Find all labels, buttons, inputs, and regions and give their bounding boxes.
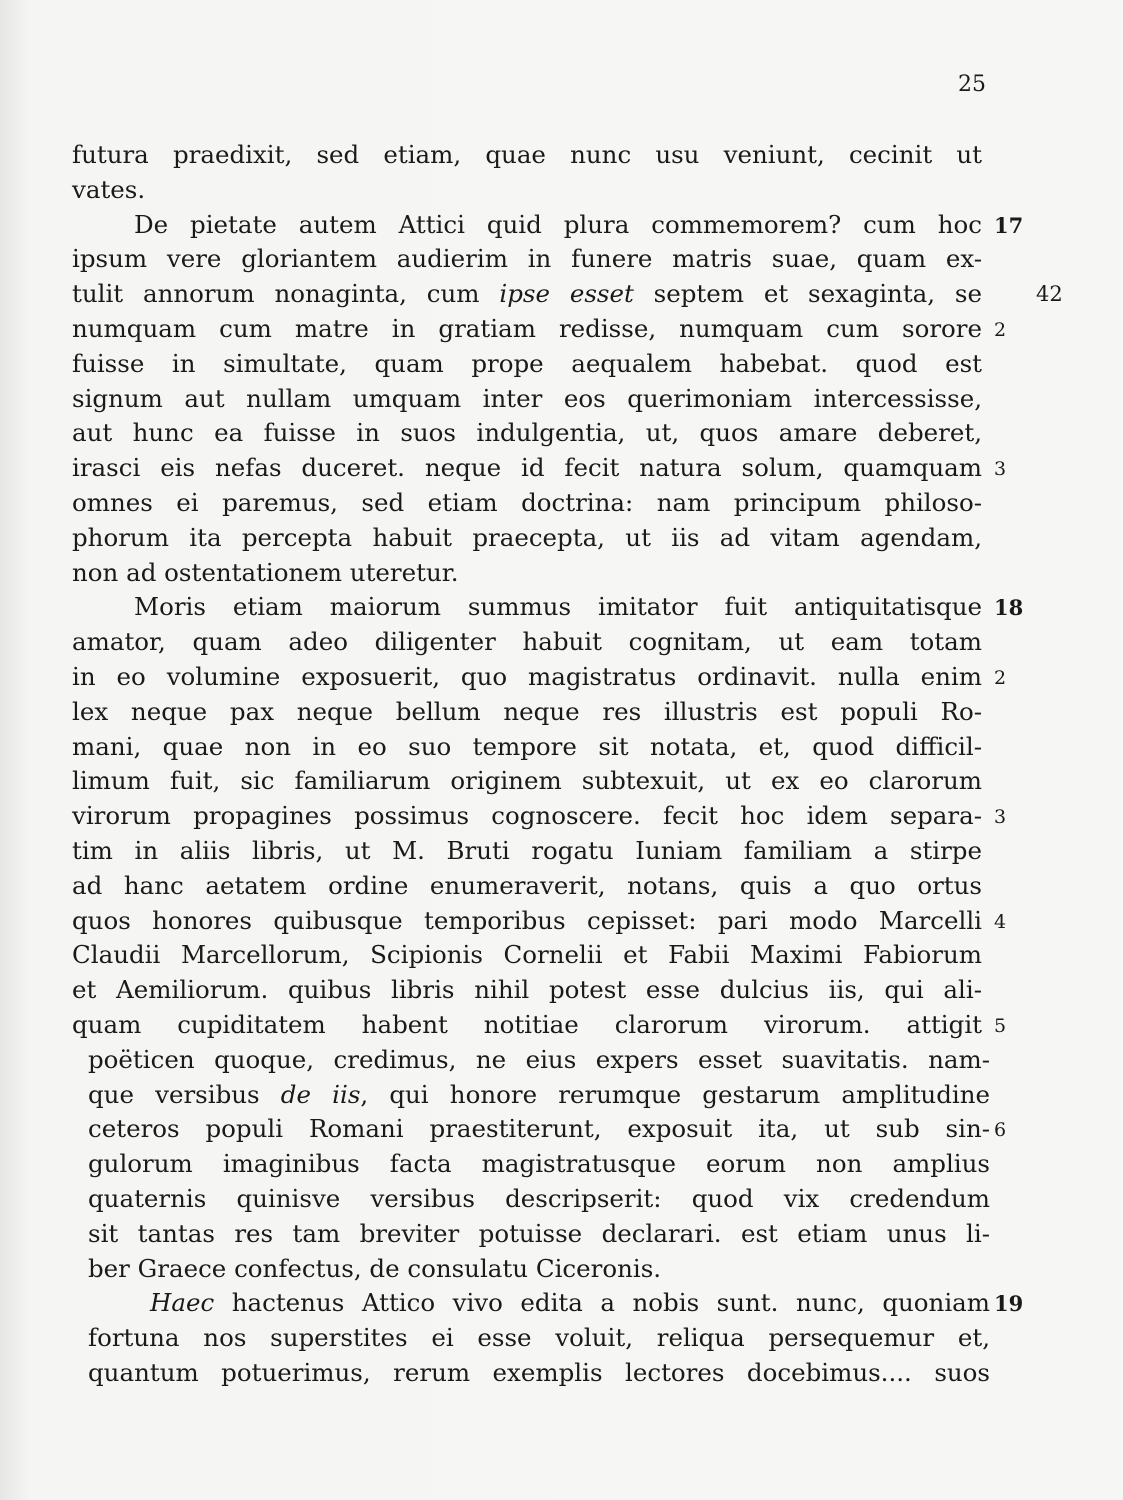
text-line: gulorum imaginibus facta magistratusque eorum non amplius bbox=[88, 1149, 990, 1179]
chapter-number: 17 bbox=[994, 212, 1024, 238]
text-line: limum fuit, sic familiarum originem subtexuit, ut ex eo clarorum bbox=[72, 766, 982, 796]
text-line: quam cupiditatem habent notitiae clarorum virorum. attigit bbox=[72, 1010, 982, 1039]
text-run: que versibus bbox=[88, 1079, 281, 1109]
text-line: omnes ei paremus, sed etiam doctrina: nam principum philoso- bbox=[72, 488, 982, 517]
italic-text: ipse esset bbox=[499, 279, 634, 309]
text-line: et Aemiliorum. quibus libris nihil potest esse dulcius iis, qui ali- bbox=[72, 975, 982, 1005]
text-line: poëticen quoque, credimus, ne eius expers esset suavitatis. nam- bbox=[88, 1044, 990, 1074]
text-line: fuisse in simultate, quam prope aequalem habebat. quod est bbox=[72, 348, 982, 378]
text-line: aut hunc ea fuisse in suos indulgentia, ut, quos amare deberet, bbox=[72, 418, 982, 448]
text-line: fortuna nos superstites ei esse voluit, reliqua persequemur et, bbox=[88, 1323, 990, 1353]
text-line bbox=[150, 1286, 990, 1321]
page-number: 25 bbox=[958, 72, 986, 97]
text-line: phorum ita percepta habuit praecepta, ut iis ad vitam agendam, bbox=[72, 522, 982, 552]
text-run: tulit annorum nonaginta, cum bbox=[72, 279, 500, 309]
italic-text: de iis bbox=[280, 1079, 361, 1109]
section-number: 2 bbox=[994, 319, 1007, 341]
text-line: virorum propagines possimus cognoscere. fecit hoc idem separa- bbox=[72, 801, 982, 831]
text-line: lex neque pax neque bellum neque res illustris est populi Ro- bbox=[72, 696, 982, 726]
text-line: quaternis quinisve versibus descripserit: quod vix credendum bbox=[88, 1184, 990, 1213]
text-line: mani, quae non in eo suo tempore sit notata, et, quod difficil- bbox=[72, 731, 982, 761]
outer-margin-number: 42 bbox=[1036, 282, 1063, 307]
text-line: amator, quam adeo diligenter habuit cognitam, ut eam totam bbox=[72, 627, 982, 657]
text-line: in eo volumine exposuerit, quo magistratus ordinavit. nulla enim bbox=[72, 662, 982, 691]
text-line: Claudii Marcellorum, Scipionis Cornelii et Fabii Maximi Fabiorum bbox=[72, 940, 982, 970]
text-line: De pietate autem Attici quid plura commemorem? cum hoc bbox=[134, 209, 982, 239]
section-number: 4 bbox=[994, 910, 1007, 933]
text-line: numquam cum matre in gratiam redisse, numquam cum sorore bbox=[72, 314, 982, 343]
text-line: ceteros populi Romani praestiterunt, exposuit ita, ut sub sin- bbox=[88, 1114, 990, 1144]
text-line: signum aut nullam umquam inter eos querimoniam intercessisse, bbox=[72, 383, 982, 413]
chapter-number: 19 bbox=[994, 1291, 1024, 1317]
text-line: vates. bbox=[72, 174, 146, 204]
chapter-number: 18 bbox=[994, 595, 1024, 621]
text-line: futura praedixit, sed etiam, quae nunc usu veniunt, cecinit ut bbox=[72, 140, 982, 169]
text-line: quantum potuerimus, rerum exemplis lectores docebimus.... suos bbox=[88, 1358, 990, 1387]
section-number: 3 bbox=[994, 458, 1007, 481]
text-line: quos honores quibusque temporibus cepisset: pari modo Marcelli bbox=[72, 905, 982, 935]
text-line: Moris etiam maiorum summus imitator fuit antiquitatisque bbox=[134, 592, 982, 622]
text-line: ipsum vere gloriantem audierim in funere matris suae, quam ex- bbox=[72, 244, 982, 274]
text-line: non ad ostentationem uteretur. bbox=[72, 557, 459, 587]
text-line: sit tantas res tam breviter potuisse declarari. est etiam unus li- bbox=[88, 1218, 990, 1248]
text-run: , qui honore rerumque gestarum amplitudine bbox=[360, 1079, 990, 1109]
section-number: 2 bbox=[994, 667, 1007, 689]
text-line: tim in aliis libris, ut M. Bruti rogatu Iuniam familiam a stirpe bbox=[72, 836, 982, 865]
text-run: hactenus Attico vivo edita a nobis sunt. nunc, quoniam bbox=[214, 1288, 990, 1318]
section-number: 6 bbox=[994, 1119, 1007, 1142]
section-number: 3 bbox=[994, 806, 1007, 829]
text-line bbox=[72, 277, 982, 312]
text-line: ber Graece confectus, de consulatu Ciceronis. bbox=[88, 1253, 662, 1283]
text-line: ad hanc aetatem ordine enumeraverit, notans, quis a quo ortus bbox=[72, 870, 982, 900]
text-line: irasci eis nefas duceret. neque id fecit natura solum, quamquam bbox=[72, 453, 982, 483]
italic-text: Haec bbox=[150, 1288, 215, 1318]
text-line bbox=[88, 1078, 990, 1113]
section-number: 5 bbox=[994, 1015, 1007, 1037]
text-run: septem et sexaginta, se bbox=[633, 279, 982, 309]
